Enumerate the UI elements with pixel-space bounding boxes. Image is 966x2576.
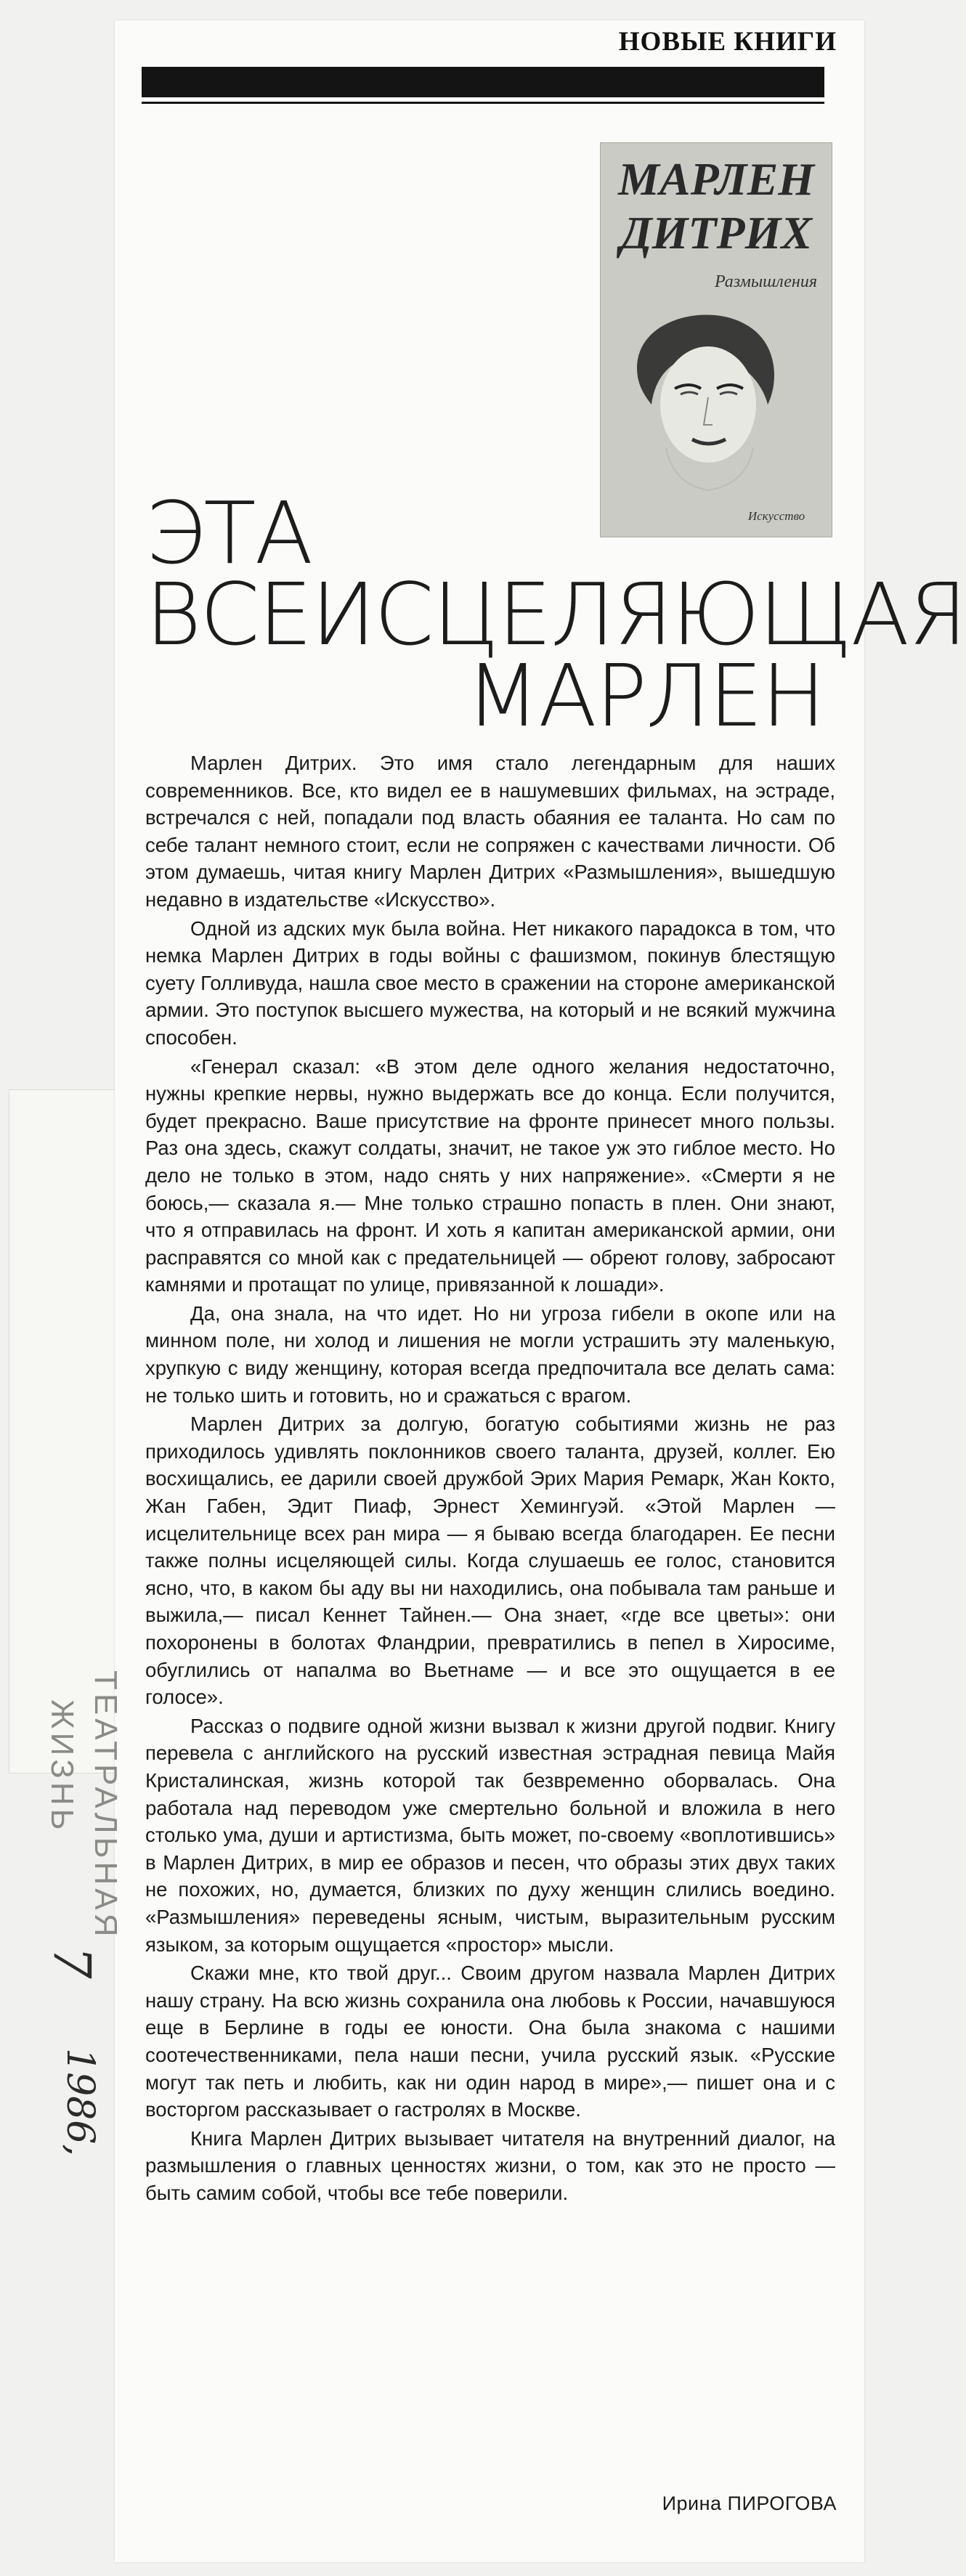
portrait-illustration bbox=[622, 303, 790, 492]
cover-title-line1: МАРЛЕН bbox=[617, 153, 815, 205]
header-rule-thick bbox=[142, 67, 824, 97]
cover-publisher: Искусство bbox=[747, 509, 805, 523]
cover-title-line2: ДИТРИХ bbox=[620, 207, 813, 259]
cover-subtitle: Размышления bbox=[715, 272, 817, 291]
paragraph: Рассказ о подвиге одной жизни вызвал к жизни другой подвиг. Книгу перевела с английского на русский известная эстрадная певица Майя Кристалинская, жизнь которой так безвременно оборвалась. Она работала над переводом уже смертельно больной и вложила в него столько ума, души и артистизма, быть может, по-своему «воплотившись» в Марлен Дитрих, в мир ее образов и песен, что образы этих двух таких не похожих, но, думается, близких по духу женщин слились воедино. «Размышления» переведены ясным, чистым, выразительным русским языком, за которым ощущается «простор» мысли. bbox=[145, 1714, 835, 1956]
headline-line3: МАРЛЕН bbox=[466, 646, 824, 746]
book-cover-image bbox=[600, 142, 832, 537]
handwritten-year: 1986, bbox=[58, 2048, 102, 2156]
paragraph: Да, она знала, на что идет. Но ни угроза гибели в окопе или на минном поле, ни холод и лишения не могли устрашить эту маленькую, хрупкую с виду женщину, которая всегда предпочитала все делать сама: не только шить и готовить, но и сражаться с врагом. bbox=[145, 1301, 835, 1407]
headline-line2: ВСЕИСЦЕЛЯЮЩАЯ bbox=[145, 564, 966, 665]
paragraph: Скажи мне, кто твой друг... Своим другом назвала Марлен Дитрих нашу страну. На всю жизнь сохранила она любовь к России, начавшуюся еще в Берлине в годы ее юности. Она была знакома с нашими соотечественниками, пела наши песни, учила русский язык. «Русские могут так петь и любить, как ни один народ в мире»,— пишет она и с восторгом рассказывает о гастролях в Москве. bbox=[145, 1962, 835, 2121]
header-rule-thin bbox=[142, 102, 824, 104]
headline-line1: ЭТА bbox=[145, 483, 312, 583]
stamp-publication-line1: ТЕАТРАЛЬНАЯ bbox=[88, 1670, 123, 1941]
paragraph: Марлен Дитрих. Это имя стало легендарным для наших современников. Все, кто видел ее в нашумевших фильмах, на эстраде, встречался с ней, попадали под власть обаяния ее таланта. Но сам по себе талант немного стоит, если не сопряжен с качествами личности. Об этом думаешь, читая книгу Марлен Дитрих «Размышления», вышедшую недавно в издательстве «Искусство». bbox=[145, 752, 835, 911]
stamp-publication-line2: ЖИЗНЬ bbox=[44, 1699, 80, 1834]
paragraph: Книга Марлен Дитрих вызывает читателя на внутренний диалог, на размышления о главных ценностях жизни, о том, как это не просто — быть самим собой, чтобы все тебе поверили. bbox=[145, 2126, 835, 2204]
section-header: НОВЫЕ КНИГИ bbox=[618, 27, 837, 57]
article-body bbox=[145, 749, 835, 2208]
paragraph: Марлен Дитрих за долгую, богатую событиями жизнь не раз приходилось удивлять поклонников своего таланта, друзей, коллег. Ею восхищались, ее дарили своей дружбой Эрих Мария Ремарк, Жан Кокто, Жан Габен, Эдит Пиаф, Эрнест Хемингуэй. «Этой Марлен — исцелительнице всех ран мира — я бываю всегда благодарен. Ее песни также полны исцеляющей силы. Когда слушаешь ее голос, становится ясно, что, в каком бы аду вы ни находились, она побывала там раньше и выжила,— писал Кеннет Тайнен.— Она знает, «где все цветы»: они похоронены в болотах Фландрии, превратились в пепел в Хиросиме, обуглились от напалма во Вьетнаме — и все это ощущается в ее голосе». bbox=[145, 1413, 835, 1709]
handwritten-issue-number: 7 bbox=[42, 1946, 102, 1979]
author-byline: Ирина ПИРОГОВА bbox=[662, 2492, 837, 2514]
paragraph: Одной из адских мук была война. Нет никакого парадокса в том, что немка Марлен Дитрих в годы войны с фашизмом, покинув блестящую суету Голливуда, нашла свое место в сражении на стороне американской армии. Это поступок высшего мужества, на который и не всякий мужчина способен. bbox=[145, 917, 835, 1049]
article-headline bbox=[145, 483, 966, 746]
paragraph: «Генерал сказал: «В этом деле одного желания недостаточно, нужны крепкие нервы, нужно выдержать все до конца. Если получится, будет прекрасно. Ваше присутствие на фронте принесет много пользы. Раз она здесь, скажут солдаты, значит, не такое уж это гиблое место. Но дело не только в этом, надо снять у них напряжение». «Смерти я не боюсь,— сказала я.— Мне только страшно попасть в плен. Они знают, что я отправилась на фронт. И хоть я капитан американской армии, они расправятся со мной как с предательницей — обреют голову, забросают камнями и протащат по улице, привязанной к лошади». bbox=[145, 1055, 835, 1296]
